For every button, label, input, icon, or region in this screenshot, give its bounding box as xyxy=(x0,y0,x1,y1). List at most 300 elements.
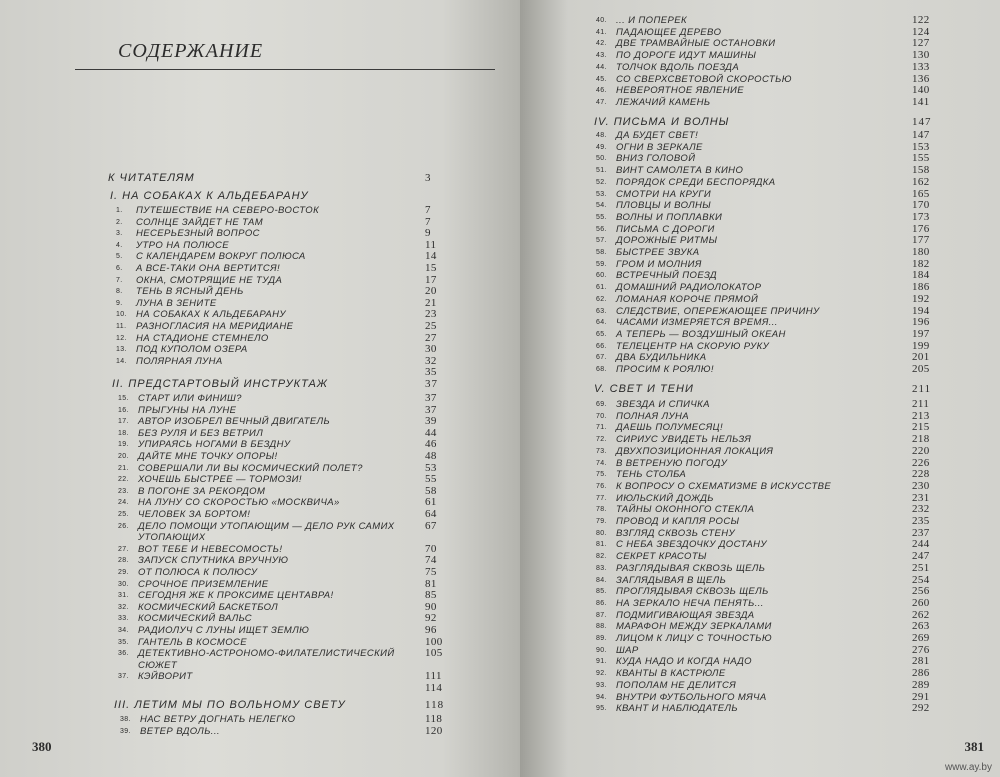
entry-title: ОКНА, СМОТРЯЩИЕ НЕ ТУДА xyxy=(136,274,283,286)
entry-title: ВИНТ САМОЛЕТА В КИНО xyxy=(616,165,744,177)
entry-page: 251 xyxy=(912,561,930,574)
entry-number: 55. xyxy=(596,213,607,221)
toc-entry xyxy=(596,364,942,377)
entry-number: 86. xyxy=(596,599,607,607)
entry-number: 52. xyxy=(596,178,607,186)
entry-page: 130 xyxy=(912,49,930,62)
entry-number: 47. xyxy=(596,98,607,106)
entry-page: 263 xyxy=(912,620,930,633)
entry-number: 14. xyxy=(116,357,127,365)
entry-page: 192 xyxy=(912,292,930,305)
entry-title: ХОЧЕШЬ БЫСТРЕЕ — ТОРМОЗИ! xyxy=(138,474,302,486)
entry-page: 133 xyxy=(912,60,930,73)
toc-section-heading xyxy=(594,116,942,128)
entry-title: ПОРЯДОК СРЕДИ БЕСПОРЯДКА xyxy=(616,176,776,188)
entry-title: ТОЛЧОК ВДОЛЬ ПОЕЗДА xyxy=(616,61,740,73)
entry-page: 61 xyxy=(425,496,437,509)
entry-title: ТЕНЬ В ЯСНЫЙ ДЕНЬ xyxy=(136,286,244,298)
entry-page: 37 xyxy=(425,403,437,416)
entry-page: 289 xyxy=(912,678,930,691)
entry-number: 64. xyxy=(596,319,607,327)
entry-number: 75. xyxy=(596,471,607,479)
entry-title: ДЕЛО ПОМОЩИ УТОПАЮЩИМ — ДЕЛО РУК САМИХ xyxy=(138,520,395,532)
entry-number: 18. xyxy=(118,429,129,437)
entry-title: СЮЖЕТ xyxy=(138,659,178,671)
entry-page: 81 xyxy=(425,577,437,590)
entry-title: ПОЛЯРНАЯ ЛУНА xyxy=(136,355,223,367)
entry-title: ЛОМАНАЯ КОРОЧЕ ПРЯМОЙ xyxy=(616,293,759,305)
entry-title: ... И ПОПЕРЕК xyxy=(616,15,687,26)
entry-title: А ТЕПЕРЬ — ВОЗДУШНЫЙ ОКЕАН xyxy=(616,328,786,340)
entry-title: ДАЙТЕ МНЕ ТОЧКУ ОПОРЫ! xyxy=(138,451,278,462)
entry-page: 53 xyxy=(425,461,437,474)
entry-number: 41. xyxy=(596,28,607,36)
entry-page: 269 xyxy=(912,632,930,644)
entry-title: ВНИЗ ГОЛОВОЙ xyxy=(616,153,696,165)
entry-title: УПИРАЯСЬ НОГАМИ В БЕЗДНУ xyxy=(138,439,291,451)
entry-number: 33. xyxy=(118,615,129,623)
entry-number: 48. xyxy=(596,132,607,139)
entry-title: ПРЫГУНЫ НА ЛУНЕ xyxy=(138,404,237,416)
entry-number: 30. xyxy=(118,580,129,588)
entry-number: 62. xyxy=(596,295,607,303)
entry-title: СМОТРИ НА КРУГИ xyxy=(616,188,712,200)
entry-number: 89. xyxy=(596,635,607,642)
entry-title: ДВУХПОЗИЦИОННАЯ ЛОКАЦИЯ xyxy=(616,445,774,457)
entry-number: 38. xyxy=(120,716,131,723)
entry-title: КЭЙВОРИТ xyxy=(138,671,193,683)
entry-title: ПОД КУПОЛОМ ОЗЕРА xyxy=(136,344,248,356)
entry-number: 84. xyxy=(596,576,607,584)
entry-number: 2. xyxy=(116,218,123,226)
entry-page: 184 xyxy=(912,269,930,282)
entry-title: НА ЛУНУ СО СКОРОСТЬЮ «МОСКВИЧА» xyxy=(138,497,340,509)
entry-title: УТРО НА ПОЛЮСЕ xyxy=(136,239,229,251)
entry-number: 13. xyxy=(116,346,127,354)
entry-page: 194 xyxy=(912,304,930,317)
entry-number: 26. xyxy=(118,522,129,530)
entry-title: К ВОПРОСУ О СХЕМАТИЗМЕ В ИСКУССТВЕ xyxy=(616,480,832,492)
entry-page: 182 xyxy=(912,257,930,270)
toc-entry xyxy=(120,726,455,739)
entry-number: 39. xyxy=(120,727,131,735)
section-title: V. СВЕТ И ТЕНИ xyxy=(594,383,694,395)
entry-title: СРОЧНОЕ ПРИЗЕМЛЕНИЕ xyxy=(138,578,269,590)
entry-page: 37 xyxy=(425,392,437,404)
page-number-right: 381 xyxy=(964,739,984,754)
entry-number: 95. xyxy=(596,705,607,713)
entry-page: 201 xyxy=(912,351,930,364)
entry-title: НА СОБАКАХ К АЛЬДЕБАРАНУ xyxy=(136,309,286,321)
entry-page: 118 xyxy=(425,713,443,725)
entry-number: 36. xyxy=(118,650,129,658)
entry-number: 70. xyxy=(596,412,607,420)
entry-title: РАДИОЛУЧ С ЛУНЫ ИЩЕТ ЗЕМЛЮ xyxy=(138,625,310,636)
entry-page: 218 xyxy=(912,433,930,446)
entry-page: 196 xyxy=(912,316,930,329)
entry-title: ВОТ ТЕБЕ И НЕВЕСОМОСТЬ! xyxy=(138,543,283,555)
entry-title: КВАНТ И НАБЛЮДАТЕЛЬ xyxy=(616,703,738,715)
entry-title: ЛУНА В ЗЕНИТЕ xyxy=(136,297,217,309)
entry-title: ВЗГЛЯД СКВОЗЬ СТЕНУ xyxy=(616,527,735,539)
section-page: 211 xyxy=(912,383,932,395)
entry-page: 256 xyxy=(912,585,930,598)
entry-number: 21. xyxy=(118,464,129,472)
entry-title: С НЕБА ЗВЕЗДОЧКУ ДОСТАНУ xyxy=(616,539,767,551)
entry-page: 292 xyxy=(912,702,930,715)
watermark: www.ay.by xyxy=(944,762,992,773)
entry-title: ВЕТЕР ВДОЛЬ... xyxy=(140,725,220,737)
entry-title: ДОРОЖНЫЕ РИТМЫ xyxy=(616,235,718,247)
entry-number: 27. xyxy=(118,545,129,553)
entry-page: 64 xyxy=(425,508,437,520)
entry-number: 79. xyxy=(596,518,607,525)
entry-page: 25 xyxy=(425,320,437,332)
entry-page: 122 xyxy=(912,14,930,26)
entry-number: 3. xyxy=(116,230,123,238)
entry-page: 281 xyxy=(912,655,930,668)
section-title: II. ПРЕДСТАРТОВЫЙ ИНСТРУКТАЖ xyxy=(112,378,328,390)
entry-title: НА СТАДИОНЕ СТЕМНЕЛО xyxy=(136,332,269,344)
entry-number: 77. xyxy=(596,494,607,502)
entry-number: 71. xyxy=(596,424,607,432)
entry-page: 9 xyxy=(425,227,431,240)
entry-number: 34. xyxy=(118,627,129,634)
entry-page: 141 xyxy=(912,95,930,108)
entry-page: 70 xyxy=(425,542,437,555)
entry-number: 54. xyxy=(596,202,607,210)
entry-page: 30 xyxy=(425,343,437,356)
entry-page: 291 xyxy=(912,690,930,703)
entry-title: ГАНТЕЛЬ В КОСМОСЕ xyxy=(138,636,248,648)
entry-number: 61. xyxy=(596,284,607,292)
entry-page: 244 xyxy=(912,538,930,551)
entry-number: 12. xyxy=(116,334,127,342)
entry-page: 74 xyxy=(425,554,437,567)
entry-title: ВНУТРИ ФУТБОЛЬНОГО МЯЧА xyxy=(616,691,767,703)
entry-page: 254 xyxy=(912,573,930,586)
entry-number: 72. xyxy=(596,436,607,444)
entry-page: 58 xyxy=(425,484,437,497)
entry-number: 35. xyxy=(118,638,129,646)
entry-title: КОСМИЧЕСКИЙ БАСКЕТБОЛ xyxy=(138,601,278,613)
entry-title: ВСТРЕЧНЫЙ ПОЕЗД xyxy=(616,270,717,282)
entry-title: СЕКРЕТ КРАСОТЫ xyxy=(616,551,707,563)
entry-page: 20 xyxy=(425,285,437,298)
entry-title: ТАЙНЫ ОКОННОГО СТЕКЛА xyxy=(616,504,755,516)
entry-number: 85. xyxy=(596,588,607,596)
toc-section-heading xyxy=(108,172,455,184)
entry-page: 17 xyxy=(425,273,437,286)
entry-page: 176 xyxy=(912,222,930,235)
entry-title: СЕГОДНЯ ЖЕ К ПРОКСИМЕ ЦЕНТАВРА! xyxy=(138,590,334,602)
entry-page: 92 xyxy=(425,612,437,625)
entry-number: 37. xyxy=(118,673,129,681)
section-page: 3 xyxy=(425,172,432,184)
entry-number: 45. xyxy=(596,75,607,83)
entry-title: ОТ ПОЛЮСА К ПОЛЮСУ xyxy=(138,567,258,578)
entry-page: 186 xyxy=(912,281,930,294)
entry-title: ТЕЛЕЦЕНТР НА СКОРУЮ РУКУ xyxy=(616,340,770,352)
entry-page: 7 xyxy=(425,215,431,228)
entry-title: В ВЕТРЕНУЮ ПОГОДУ xyxy=(616,457,728,469)
toc-right xyxy=(520,0,1000,777)
entry-number: 94. xyxy=(596,693,607,701)
entry-number: 66. xyxy=(596,342,607,350)
entry-title: ПАДАЮЩЕЕ ДЕРЕВО xyxy=(616,26,722,38)
entry-title: ШАР xyxy=(616,644,639,656)
entry-page: 32 xyxy=(425,354,437,367)
entry-page: 55 xyxy=(425,473,437,486)
entry-page: 180 xyxy=(912,246,930,258)
entry-page: 105 xyxy=(425,647,443,660)
entry-title: ПОПОЛАМ НЕ ДЕЛИТСЯ xyxy=(616,679,737,691)
entry-page: 140 xyxy=(912,84,930,97)
entry-number: 90. xyxy=(596,646,607,654)
entry-title: КОСМИЧЕСКИЙ ВАЛЬС xyxy=(138,613,253,625)
entry-page: 215 xyxy=(912,421,930,434)
entry-number: 68. xyxy=(596,366,607,373)
entry-number: 8. xyxy=(116,288,123,296)
entry-number: 82. xyxy=(596,553,607,561)
entry-number: 50. xyxy=(596,155,607,163)
entry-page: 44 xyxy=(425,426,437,439)
entry-title: РАЗНОГЛАСИЯ НА МЕРИДИАНЕ xyxy=(136,321,294,332)
right-page xyxy=(520,0,1000,777)
entry-title: БЫСТРЕЕ ЗВУКА xyxy=(616,247,700,258)
entry-title: СО СВЕРХСВЕТОВОЙ СКОРОСТЬЮ xyxy=(616,73,792,85)
entry-title: АВТОР ИЗОБРЕЛ ВЕЧНЫЙ ДВИГАТЕЛЬ xyxy=(138,416,331,428)
entry-number: 29. xyxy=(118,569,129,576)
entry-page: 155 xyxy=(912,152,930,165)
entry-title: ЗАГЛЯДЫВАЯ В ЩЕЛЬ xyxy=(616,574,727,586)
entry-page: 90 xyxy=(425,600,437,613)
section-title: I. НА СОБАКАХ К АЛЬДЕБАРАНУ xyxy=(110,190,309,202)
entry-title: ПОЛНАЯ ЛУНА xyxy=(616,410,689,422)
entry-number: 91. xyxy=(596,658,607,666)
entry-number: 80. xyxy=(596,529,607,537)
entry-title: ПРОСИМ К РОЯЛЮ! xyxy=(616,364,714,375)
entry-number: 19. xyxy=(118,441,129,449)
entry-number: 53. xyxy=(596,190,607,198)
entry-number: 63. xyxy=(596,307,607,315)
entry-page: 127 xyxy=(912,37,930,50)
entry-number: 93. xyxy=(596,681,607,689)
page-number-left: 380 xyxy=(32,739,52,754)
toc-entry xyxy=(118,683,455,696)
entry-page: 235 xyxy=(912,515,930,527)
entry-title: УТОПАЮЩИХ xyxy=(138,532,206,544)
entry-page: 100 xyxy=(425,635,443,648)
entry-number: 25. xyxy=(118,511,129,518)
entry-page: 199 xyxy=(912,339,930,352)
entry-number: 11. xyxy=(116,323,127,330)
entry-page: 226 xyxy=(912,456,930,469)
entry-title: МАРАФОН МЕЖДУ ЗЕРКАЛАМИ xyxy=(616,621,772,633)
entry-number: 40. xyxy=(596,17,607,24)
entry-number: 88. xyxy=(596,623,607,631)
toc-section-heading xyxy=(594,383,942,395)
entry-number: 31. xyxy=(118,592,129,600)
entry-page: 197 xyxy=(912,327,930,340)
entry-number: 5. xyxy=(116,253,123,261)
entry-title: ДЕТЕКТИВНО-АСТРОНОМО-ФИЛАТЕЛИСТИЧЕСКИЙ xyxy=(138,648,395,660)
entry-number: 15. xyxy=(118,395,129,402)
entry-title: КУДА НАДО И КОГДА НАДО xyxy=(616,656,752,668)
entry-number: 73. xyxy=(596,447,607,455)
entry-title: ПИСЬМА С ДОРОГИ xyxy=(616,223,715,235)
entry-number: 16. xyxy=(118,406,129,414)
entry-page: 111 xyxy=(425,670,442,683)
entry-page: 165 xyxy=(912,187,930,200)
toc-entry xyxy=(596,703,942,716)
section-title: К ЧИТАТЕЛЯМ xyxy=(108,172,195,184)
entry-page: 260 xyxy=(912,596,930,609)
entry-title: СИРИУС УВИДЕТЬ НЕЛЬЗЯ xyxy=(616,434,752,446)
section-title: IV. ПИСЬМА И ВОЛНЫ xyxy=(594,116,730,128)
entry-number: 51. xyxy=(596,167,607,175)
entry-title: ЗАПУСК СПУТНИКА ВРУЧНУЮ xyxy=(138,555,289,567)
entry-number: 32. xyxy=(118,603,129,611)
entry-page: 230 xyxy=(912,479,930,492)
entry-title: ЧАСАМИ ИЗМЕРЯЕТСЯ ВРЕМЯ... xyxy=(616,317,778,329)
entry-number: 22. xyxy=(118,476,129,484)
entry-title: ПРОВОД И КАПЛЯ РОСЫ xyxy=(616,516,740,527)
section-page: 37 xyxy=(425,378,438,390)
entry-number: 59. xyxy=(596,260,607,268)
entry-number: 76. xyxy=(596,482,607,490)
entry-number: 74. xyxy=(596,459,607,467)
entry-page: 96 xyxy=(425,624,437,636)
section-page: 118 xyxy=(425,699,445,711)
entry-page: 67 xyxy=(425,519,437,532)
entry-page: 46 xyxy=(425,438,437,451)
entry-number: 42. xyxy=(596,40,607,48)
entry-title: НЕСЕРЬЕЗНЫЙ ВОПРОС xyxy=(136,228,260,240)
entry-page: 232 xyxy=(912,503,930,516)
entry-number: 57. xyxy=(596,237,607,245)
entry-number: 10. xyxy=(116,311,127,319)
entry-page: 170 xyxy=(912,199,930,212)
entry-number: 24. xyxy=(118,499,129,507)
entry-number: 9. xyxy=(116,299,123,307)
entry-number: 1. xyxy=(116,207,123,214)
entry-title: ПЛОВЦЫ И ВОЛНЫ xyxy=(616,200,712,212)
entry-number: 6. xyxy=(116,265,123,272)
entry-title: В ПОГОНЕ ЗА РЕКОРДОМ xyxy=(138,485,266,497)
entry-number: 92. xyxy=(596,670,607,678)
entry-title: ДАЕШЬ ПОЛУМЕСЯЦ! xyxy=(616,422,724,434)
entry-number: 69. xyxy=(596,401,607,408)
entry-number: 7. xyxy=(116,276,123,284)
entry-title: ДА БУДЕТ СВЕТ! xyxy=(616,130,699,141)
entry-page: 211 xyxy=(912,398,930,410)
toc-section-heading xyxy=(114,699,455,711)
entry-number: 56. xyxy=(596,225,607,233)
entry-title: РАЗГЛЯДЫВАЯ СКВОЗЬ ЩЕЛЬ xyxy=(616,562,766,574)
entry-number: 83. xyxy=(596,564,607,572)
entry-page: 237 xyxy=(912,526,930,539)
entry-page: 228 xyxy=(912,468,930,481)
entry-page: 27 xyxy=(425,331,437,344)
entry-page: 286 xyxy=(912,667,930,680)
entry-title: ЛИЦОМ К ЛИЦУ С ТОЧНОСТЬЮ xyxy=(616,633,772,644)
entry-page: 213 xyxy=(912,409,930,422)
entry-title: ДВА БУДИЛЬНИКА xyxy=(616,352,707,364)
entry-title: ЗВЕЗДА И СПИЧКА xyxy=(616,399,710,410)
entry-title: ПРОГЛЯДЫВАЯ СКВОЗЬ ЩЕЛЬ xyxy=(616,586,769,598)
entry-title: СТАРТ ИЛИ ФИНИШ? xyxy=(138,393,242,404)
toc-section-heading xyxy=(110,190,455,202)
entry-page: 14 xyxy=(425,250,437,263)
entry-title: ОГНИ В ЗЕРКАЛЕ xyxy=(616,141,703,153)
entry-page: 114 xyxy=(425,682,443,694)
entry-page: 85 xyxy=(425,589,437,602)
entry-number: 65. xyxy=(596,330,607,338)
entry-title: ПО ДОРОГЕ ИДУТ МАШИНЫ xyxy=(616,50,757,62)
entry-title: ЧЕЛОВЕК ЗА БОРТОМ! xyxy=(138,509,251,520)
entry-title: СЛЕДСТВИЕ, ОПЕРЕЖАЮЩЕЕ ПРИЧИНУ xyxy=(616,305,820,317)
entry-page: 23 xyxy=(425,308,437,321)
toc-entry xyxy=(596,97,942,110)
toc-section-heading xyxy=(112,378,455,390)
entry-number: 81. xyxy=(596,541,607,549)
entry-page: 173 xyxy=(912,210,930,223)
section-title: III. ЛЕТИМ МЫ ПО ВОЛЬНОМУ СВЕТУ xyxy=(114,699,346,711)
entry-page: 120 xyxy=(425,724,443,737)
entry-number: 60. xyxy=(596,272,607,280)
entry-title: С КАЛЕНДАРЕМ ВОКРУГ ПОЛЮСА xyxy=(136,251,306,263)
entry-page: 177 xyxy=(912,234,930,247)
entry-page: 136 xyxy=(912,72,930,85)
entry-page: 15 xyxy=(425,262,437,274)
entry-page: 11 xyxy=(425,238,437,251)
entry-number: 49. xyxy=(596,143,607,151)
entry-page: 39 xyxy=(425,415,437,428)
page-title: СОДЕРЖАНИЕ xyxy=(118,40,264,62)
entry-page: 153 xyxy=(912,140,930,153)
entry-number: 28. xyxy=(118,557,129,565)
section-page: 147 xyxy=(912,116,932,128)
entry-title: СОЛНЦЕ ЗАЙДЕТ НЕ ТАМ xyxy=(136,216,264,228)
entry-title: ТЕНЬ СТОЛБА xyxy=(616,469,687,481)
entry-page: 276 xyxy=(912,643,930,656)
entry-page: 75 xyxy=(425,566,437,578)
entry-page: 35 xyxy=(425,366,437,379)
entry-number: 4. xyxy=(116,241,123,249)
entry-title: ДОМАШНИЙ РАДИОЛОКАТОР xyxy=(616,282,762,294)
entry-page: 247 xyxy=(912,550,930,563)
entry-title: ДВЕ ТРАМВАЙНЫЕ ОСТАНОВКИ xyxy=(616,38,776,50)
entry-number: 20. xyxy=(118,453,129,460)
entry-page: 231 xyxy=(912,491,930,504)
entry-number: 46. xyxy=(596,87,607,95)
entry-title: ГРОМ И МОЛНИЯ xyxy=(616,258,702,270)
entry-number: 44. xyxy=(596,63,607,71)
entry-number: 87. xyxy=(596,611,607,619)
entry-page: 205 xyxy=(912,363,930,375)
entry-title: БЕЗ РУЛЯ И БЕЗ ВЕТРИЛ xyxy=(138,427,264,439)
entry-title: НА ЗЕРКАЛО НЕЧА ПЕНЯТЬ... xyxy=(616,597,764,609)
entry-title: ВОЛНЫ И ПОПЛАВКИ xyxy=(616,211,723,223)
entry-page: 7 xyxy=(425,204,431,216)
entry-title: ПОДМИГИВАЮЩАЯ ЗВЕЗДА xyxy=(616,609,755,621)
entry-page: 124 xyxy=(912,25,930,38)
entry-number: 78. xyxy=(596,506,607,514)
entry-page: 220 xyxy=(912,444,930,457)
entry-page: 21 xyxy=(425,296,437,309)
entry-number: 58. xyxy=(596,249,607,256)
